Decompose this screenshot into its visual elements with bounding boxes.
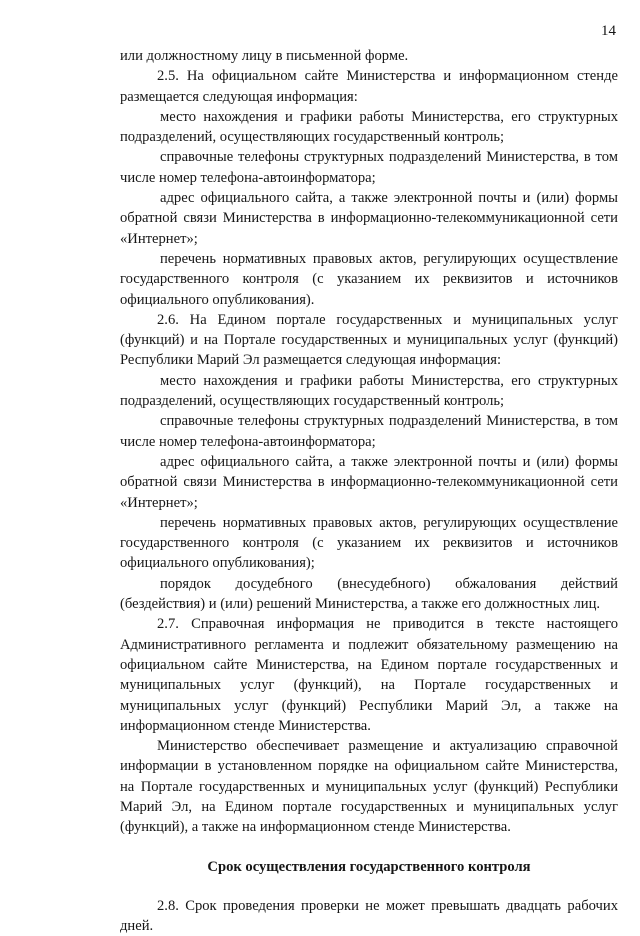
list-item-location: место нахождения и графики работы Министерства, его структурных подразделений, осуществляющих государственный контроль; [120,108,618,146]
paragraph-2-7: 2.7. Справочная информация не приводится в тексте настоящего Административного регламента и подлежит обязательному размещению на официальном сайте Министерства, на Едином портале государственных и муниципальных услуг (функций), на Портале государственных и муниципальных услуг (функций) Республики Марий Эл, а также на информационном стенде Министерства. [120,616,618,734]
list-item-phones: справочные телефоны структурных подразделений Министерства, в том числе номер телефона-автоинформатора; [120,149,618,186]
paragraph-continuation: или должностному лицу в письменной форме. [120,48,409,64]
list-item-legal-acts: перечень нормативных правовых актов, регулирующих осуществление государственного контроля (с указанием их реквизитов и источников официального опубликования); [120,514,618,572]
paragraph-ministry-updates: Министерство обеспечивает размещение и актуализацию справочной информации в установленном порядке на официальном сайте Министерства, на Портале государственных и муниципальных услуг (функций) Республики Марий Эл, на Едином портале государственных и муниципальных услуг (функций), а также на информационном стенде Министерства. [120,738,618,836]
paragraph-2-8: 2.8. Срок проведения проверки не может превышать двадцать рабочих дней. [120,897,618,935]
document-body [120,46,618,936]
section-heading: Срок осуществления государственного контроля [207,858,531,875]
paragraph-2-5: 2.5. На официальном сайте Министерства и информационном стенде размещается следующая информация: [120,68,618,105]
list-item-phones: справочные телефоны структурных подразделений Министерства, в том числе номер телефона-автоинформатора; [120,413,618,450]
paragraph-2-6: 2.6. На Едином портале государственных и муниципальных услуг (функций) и на Портале государственных и муниципальных услуг (функций) Республики Марий Эл размещается следующая информация: [120,311,618,369]
list-item-appeal: порядок досудебного (внесудебного) обжалования действий (бездействия) и (или) решений Министерства, а также его должностных лиц. [120,575,618,613]
list-item-location: место нахождения и графики работы Министерства, его структурных подразделений, осуществляющих государственный контроль; [120,372,618,410]
list-item-website: адрес официального сайта, а также электронной почты и (или) формы обратной связи Министерства в информационно-телекоммуникационной сети «Интернет»; [120,190,618,247]
list-item-website: адрес официального сайта, а также электронной почты и (или) формы обратной связи Министерства в информационно-телекоммуникационной сети «Интернет»; [120,453,618,511]
page-number: 14 [601,23,616,39]
list-item-legal-acts: перечень нормативных правовых актов, регулирующих осуществление государственного контроля (с указанием их реквизитов и источников официального опубликования). [120,250,618,308]
